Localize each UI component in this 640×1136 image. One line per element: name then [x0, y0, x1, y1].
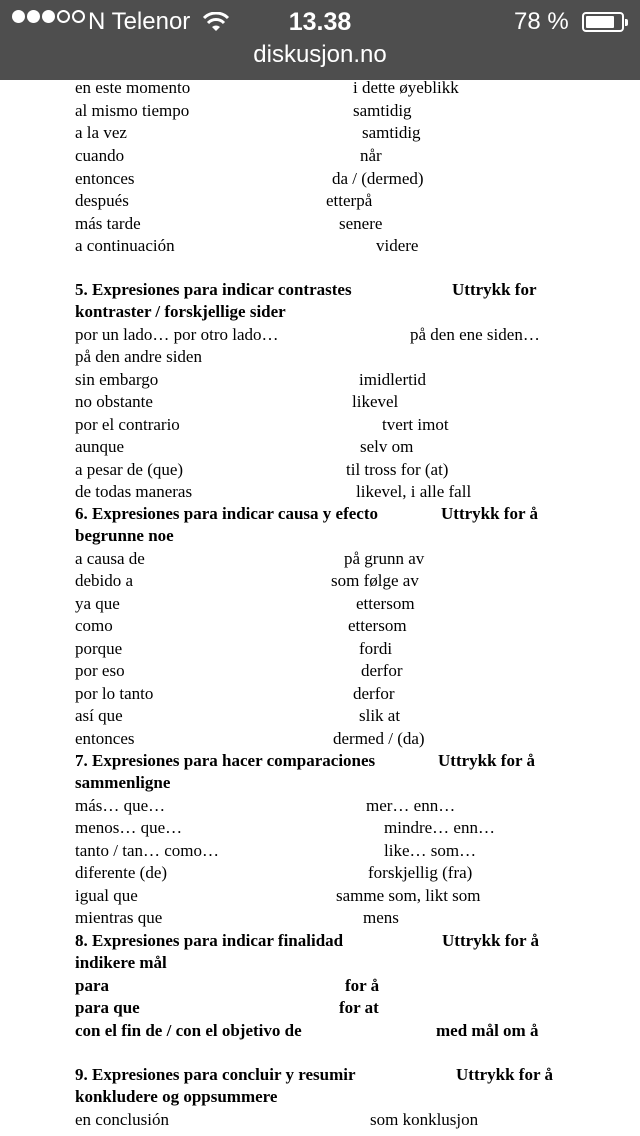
row-no: mer… enn…: [366, 796, 456, 815]
row-no: med mål om å: [436, 1021, 539, 1040]
row-no: dermed / (da): [333, 729, 425, 748]
row-es: más… que…: [75, 796, 166, 815]
row-es: igual que: [75, 886, 138, 905]
row-no: i dette øyeblikk: [353, 80, 459, 97]
section-heading: 8. Expresiones para indicar finalidad: [75, 931, 344, 950]
row-es: por lo tanto: [75, 684, 154, 703]
row-es: en conclusión: [75, 1110, 169, 1129]
row-es: para: [75, 976, 109, 995]
section-heading-no-cont: begrunne noe: [75, 526, 174, 545]
row-es: de todas maneras: [75, 482, 193, 501]
row-no: etterpå: [326, 191, 373, 210]
section-heading: 5. Expresiones para indicar contrastes: [75, 280, 352, 299]
row-es: aunque: [75, 437, 125, 456]
row-es: al mismo tiempo: [75, 101, 190, 120]
row-es: tanto / tan… como…: [75, 841, 220, 860]
row-no: når: [360, 146, 382, 165]
section-heading-no: Uttrykk for å: [442, 931, 539, 950]
section-heading-no-cont: sammenligne: [75, 773, 171, 792]
row-es: a causa de: [75, 549, 145, 568]
row-no: videre: [376, 236, 419, 255]
row-no: på den ene siden…: [410, 325, 540, 344]
row-es: para que: [75, 998, 140, 1017]
row-no: ettersom: [348, 616, 407, 635]
row-es: a pesar de (que): [75, 460, 184, 479]
row-no: derfor: [361, 661, 403, 680]
row-no: likevel, i alle fall: [356, 482, 472, 501]
row-es: en este momento: [75, 80, 191, 97]
row-es: más tarde: [75, 214, 141, 233]
clock-time: 13.38: [288, 8, 352, 36]
row-es: mientras que: [75, 908, 163, 927]
battery-icon: [582, 12, 624, 32]
row-no-cont: på den andre siden: [75, 347, 202, 366]
row-es: diferente (de): [75, 863, 168, 882]
section-heading: 6. Expresiones para indicar causa y efecto: [75, 504, 378, 523]
row-es: no obstante: [75, 392, 153, 411]
row-no: senere: [339, 214, 383, 233]
row-no: som konklusjon: [370, 1110, 479, 1129]
row-no: til tross for (at): [346, 460, 449, 479]
row-no: derfor: [353, 684, 395, 703]
status-bar: [0, 0, 640, 80]
row-es: entonces: [75, 169, 135, 188]
row-es: por un lado… por otro lado…: [75, 325, 279, 344]
row-no: fordi: [359, 639, 393, 658]
row-no: som følge av: [331, 571, 419, 590]
row-no: selv om: [360, 437, 414, 456]
section-heading-no: Uttrykk for: [452, 280, 537, 299]
row-es: a continuación: [75, 236, 175, 255]
carrier-name: N Telenor: [88, 8, 191, 35]
url-address-bar[interactable]: diskusjon.no: [253, 41, 387, 68]
row-no: samtidig: [362, 123, 421, 142]
section-heading-no-cont: konkludere og oppsummere: [75, 1087, 278, 1106]
row-no: likevel: [352, 392, 399, 411]
section-heading: 9. Expresiones para concluir y resumir: [75, 1065, 356, 1084]
row-no: samtidig: [353, 101, 412, 120]
row-no: like… som…: [384, 841, 477, 860]
row-es: porque: [75, 639, 123, 658]
row-es: con el fin de / con el objetivo de: [75, 1021, 302, 1040]
row-es: por eso: [75, 661, 125, 680]
row-es: después: [75, 191, 129, 210]
section-heading-no-cont: indikere mål: [75, 953, 167, 972]
row-no: ettersom: [356, 594, 415, 613]
document-content: [0, 80, 640, 1136]
row-no: mens: [363, 908, 399, 927]
section-heading-no-cont: kontraster / forskjellige sider: [75, 302, 286, 321]
row-no: imidlertid: [359, 370, 427, 389]
row-no: for å: [345, 976, 380, 995]
row-es: ya que: [75, 594, 120, 613]
row-no: slik at: [359, 706, 401, 725]
row-no: for at: [339, 998, 379, 1017]
section-heading-no: Uttrykk for å: [456, 1065, 553, 1084]
row-es: así que: [75, 706, 123, 725]
row-es: menos… que…: [75, 818, 183, 837]
row-no: på grunn av: [344, 549, 425, 568]
row-no: samme som, likt som: [336, 886, 481, 905]
row-no: da / (dermed): [332, 169, 424, 188]
row-es: como: [75, 616, 113, 635]
battery-percentage: 78 %: [514, 8, 569, 35]
section-heading-no: Uttrykk for å: [441, 504, 538, 523]
row-no: tvert imot: [382, 415, 449, 434]
row-es: cuando: [75, 146, 125, 165]
section-heading: 7. Expresiones para hacer comparaciones: [75, 751, 376, 770]
row-es: entonces: [75, 729, 135, 748]
row-es: a la vez: [75, 123, 127, 142]
row-no: forskjellig (fra): [368, 863, 473, 882]
battery-level: [586, 16, 614, 28]
row-no: mindre… enn…: [384, 818, 495, 837]
row-es: debido a: [75, 571, 134, 590]
section-heading-no: Uttrykk for å: [438, 751, 535, 770]
row-es: por el contrario: [75, 415, 180, 434]
row-es: sin embargo: [75, 370, 159, 389]
